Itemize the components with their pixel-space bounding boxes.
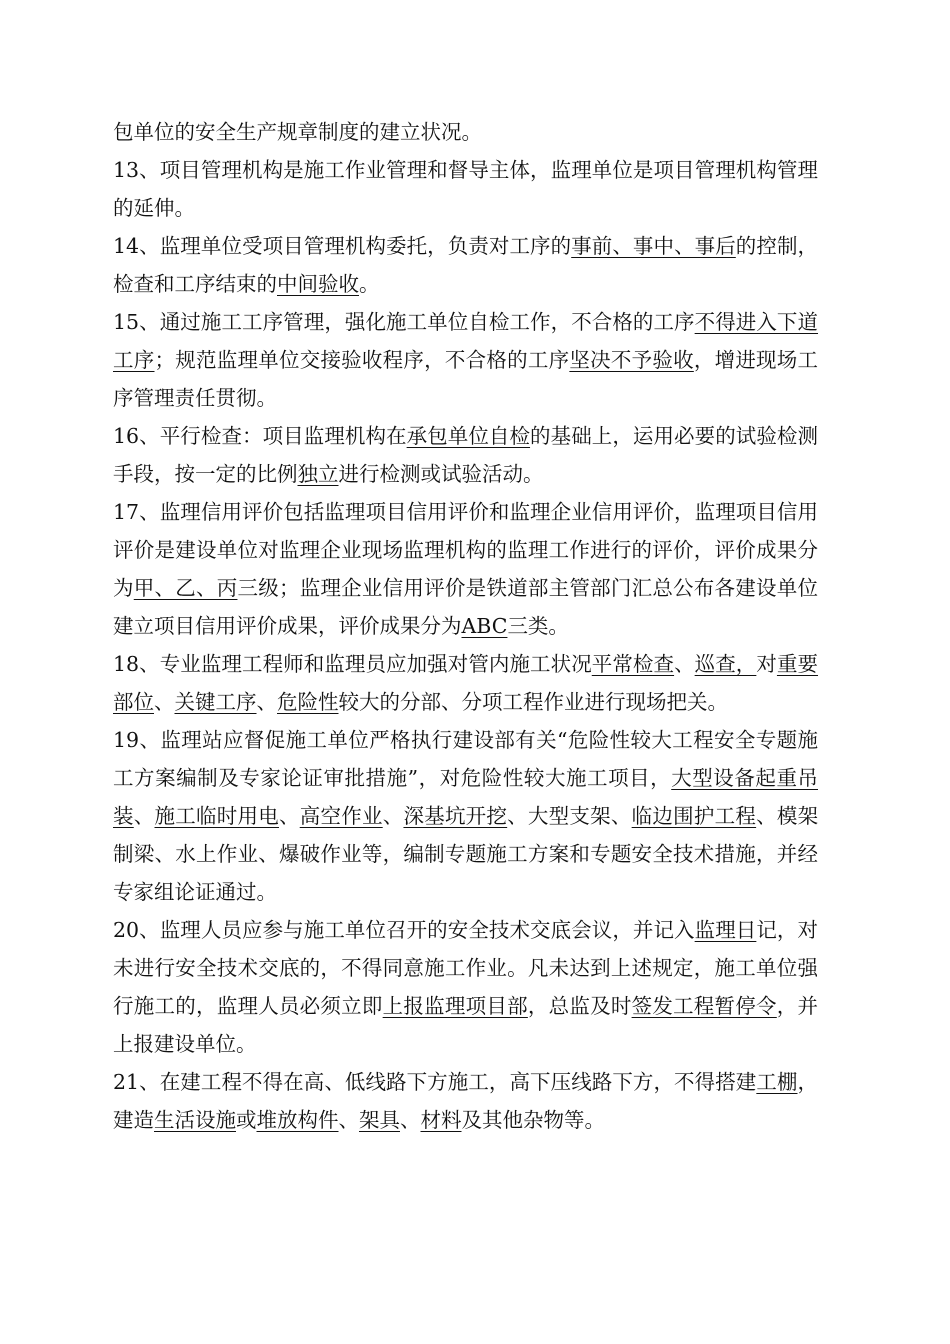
underlined-answer: 重要部位 — [113, 652, 819, 714]
paragraph-item-15 — [113, 303, 818, 417]
paragraph-p12-tail — [113, 113, 818, 151]
underlined-answer: 架具 — [359, 1108, 400, 1132]
underlined-answer: ABC — [461, 614, 508, 638]
underlined-answer: 承包单位自检 — [406, 424, 531, 448]
text-segment: ，并上报建设单位。 — [113, 994, 819, 1056]
underlined-answer: 巡查， — [694, 652, 757, 676]
text-segment: 18、专业监理工程师和监理员应加强对管内施工状况 — [113, 652, 592, 676]
underlined-answer: 上报监理项目部 — [382, 994, 528, 1018]
text-segment: 较大的分部、分项工程作业进行现场把关。 — [338, 690, 728, 714]
paragraph-item-19 — [113, 721, 818, 911]
text-segment: 15、通过施工工序管理，强化施工单位自检工作，不合格的工序 — [113, 310, 695, 334]
text-segment: 、模架制梁、水上作业、爆破作业等，编制专题施工方案和专题安全技术措施，并经专家组论证通过。 — [113, 804, 819, 904]
text-segment: 16、平行检查：项目监理机构在 — [113, 424, 407, 448]
underlined-answer: 监理日 — [694, 918, 757, 942]
text-segment: ，总监及时 — [527, 994, 632, 1018]
text-segment: 的控制，检查和工序结束的 — [113, 234, 819, 296]
underlined-answer: 生活设施 — [154, 1108, 236, 1132]
text-segment: 、 — [133, 804, 155, 828]
text-segment: 进行检测或试验活动。 — [338, 462, 544, 486]
paragraph-item-14 — [113, 227, 818, 303]
text-segment: 21、在建工程不得在高、低线路下方施工，高下压线路下方，不得搭建 — [113, 1070, 757, 1094]
underlined-answer: 坚决不予验收 — [569, 348, 694, 372]
text-segment: 、 — [382, 804, 404, 828]
text-segment: 三类。 — [507, 614, 569, 638]
text-segment: 、 — [278, 804, 300, 828]
text-segment: 17、监理信用评价包括监理项目信用评价和监理企业信用评价，监理项目信用评价是建设单位对监理企业现场监理机构的监理工作进行的评价，评价成果分为 — [113, 500, 818, 600]
underlined-answer: 签发工程暂停令 — [631, 994, 777, 1018]
text-segment: ，增进现场工序管理责任贯彻。 — [113, 348, 819, 410]
text-segment: 或 — [236, 1108, 257, 1132]
underlined-answer: 平常检查 — [591, 652, 675, 676]
paragraph-item-18 — [113, 645, 818, 721]
text-segment: 、 — [338, 1108, 359, 1132]
paragraph-item-20 — [113, 911, 818, 1063]
paragraph-item-13 — [113, 151, 818, 227]
underlined-answer: 高空作业 — [299, 804, 383, 828]
text-segment: 包单位的安全生产规章制度的建立状况。 — [113, 120, 482, 144]
underlined-answer: 危险性 — [277, 690, 339, 714]
text-segment: 及其他杂物等。 — [461, 1108, 605, 1132]
text-segment: ；规范监理单位交接验收程序，不合格的工序 — [154, 348, 570, 372]
paragraph-item-17 — [113, 493, 818, 645]
text-segment: 14、监理单位受项目管理机构委托，负责对工序的 — [113, 234, 572, 258]
text-segment: 三级；监理企业信用评价是铁道部主管部门汇总公布各建设单位建立项目信用评价成果，评价成果分为 — [113, 576, 819, 638]
underlined-answer: 独立 — [297, 462, 339, 486]
underlined-answer: 关键工序 — [174, 690, 257, 714]
underlined-answer: 堆放构件 — [256, 1108, 339, 1132]
paragraph-item-16 — [113, 417, 818, 493]
document-page — [113, 113, 818, 1139]
underlined-answer: 甲、乙、丙 — [133, 576, 238, 600]
underlined-answer: 材料 — [420, 1108, 462, 1132]
text-segment: 、 — [154, 690, 175, 714]
text-segment: 、 — [400, 1108, 421, 1132]
text-segment: 19、监理站应督促施工单位严格执行建设部有关“危险性较大工程安全专题施工方案编制及专家论证审批措施”，对危险性较大施工项目， — [113, 728, 818, 790]
underlined-answer: 中间验收 — [277, 272, 359, 296]
underlined-answer: 大型设备起重吊装 — [113, 766, 818, 828]
underlined-answer: 事前、事中、事后 — [571, 234, 736, 258]
text-segment: 。 — [359, 272, 380, 296]
text-segment: 、 — [674, 652, 695, 676]
underlined-answer: 临边围护工程 — [631, 804, 757, 828]
text-segment: 记，对未进行安全技术交底的，不得同意施工作业。凡未达到上述规定，施工单位强行施工的，监理人员必须立即 — [113, 918, 819, 1018]
underlined-answer: 施工临时用电 — [154, 804, 279, 828]
text-segment: 13、项目管理机构是施工作业管理和督导主体，监理单位是项目管理机构管理的延伸。 — [113, 158, 818, 220]
underlined-answer: 不得进入下道工序 — [113, 310, 819, 372]
text-segment: 、 — [256, 690, 277, 714]
paragraph-item-21 — [113, 1063, 818, 1139]
text-segment: 的基础上，运用必要的试验检测手段，按一定的比例 — [113, 424, 818, 486]
text-segment: ，建造 — [113, 1070, 818, 1132]
underlined-answer: 深基坑开挖 — [403, 804, 508, 828]
underlined-answer: 工棚 — [756, 1070, 798, 1094]
text-segment: 、大型支架、 — [507, 804, 632, 828]
text-segment: 对 — [756, 652, 777, 676]
text-segment: 20、监理人员应参与施工单位召开的安全技术交底会议，并记入 — [113, 918, 695, 942]
